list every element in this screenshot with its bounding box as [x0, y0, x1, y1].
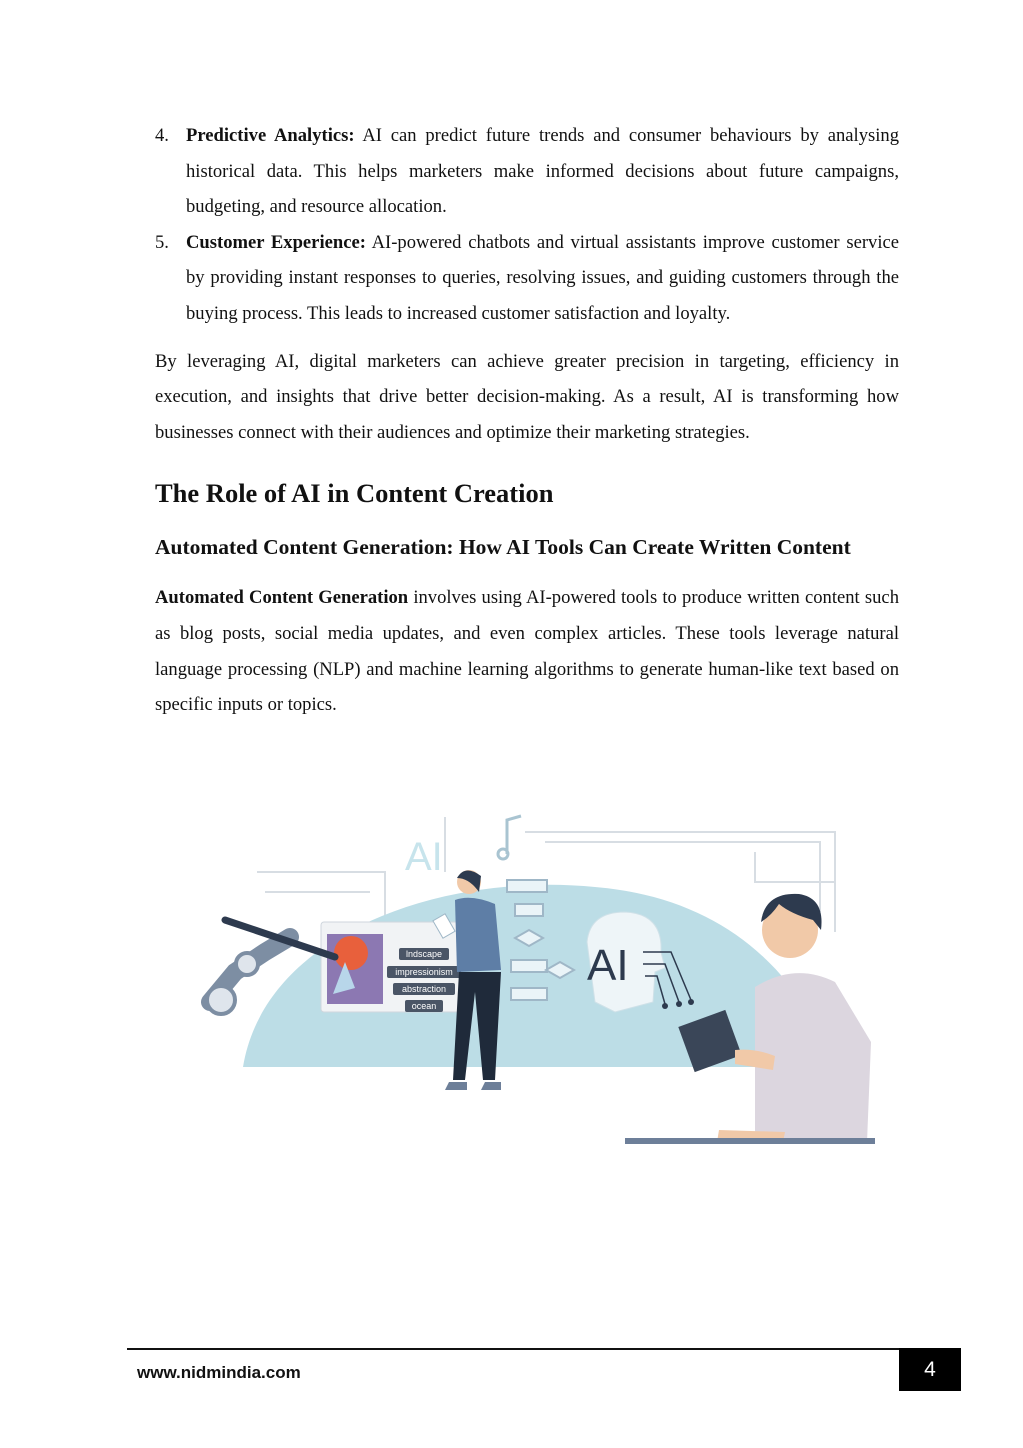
music-note-head [498, 849, 508, 859]
list-item [155, 225, 899, 332]
ai-label-head: AI [587, 941, 629, 990]
artwork-sun [334, 936, 368, 970]
ai-content-illustration [195, 812, 875, 1147]
footer-website-link[interactable]: www.nidmindia.com [137, 1363, 301, 1382]
list-item-lead: Customer Experience: [186, 231, 366, 253]
list-item-text: AI can predict future trends and consumer behaviours by analysing historical data. This helps marketers make informed decisions about future campaigns, budgeting, and resource allocation. [186, 125, 899, 218]
numbered-list [155, 118, 899, 332]
list-item-number: 5. [155, 231, 169, 253]
subsection-heading: Automated Content Generation: How AI Tools Can Create Written Content [155, 535, 851, 560]
section-heading: The Role of AI in Content Creation [155, 478, 554, 509]
ai-label-left: AI [405, 835, 443, 879]
list-item-text: AI-powered chatbots and virtual assistants improve customer service by providing instant responses to queries, resolving issues, and guiding customers through the buying process. This leads to increased customer satisfaction and loyalty. [186, 231, 899, 324]
list-item [155, 118, 899, 225]
list-item-number: 4. [155, 125, 169, 146]
summary-paragraph: By leveraging AI, digital marketers can achieve greater precision in targeting, efficiency in execution, and insights that drive better decision-making. As a result, AI is transforming how businesses connect with their audiences and optimize their marketing strategies. [155, 350, 899, 443]
list-item-lead: Predictive Analytics: [186, 125, 355, 146]
page-number: 4 [899, 1348, 961, 1391]
body-paragraph [155, 580, 899, 722]
footer-divider [127, 1348, 899, 1350]
tag-label: ocean [411, 1001, 437, 1011]
music-note-icon [507, 816, 521, 854]
tag-label: abstraction [401, 984, 447, 994]
tag-label: lndscape [405, 949, 443, 959]
tag-label: impressionism [395, 967, 453, 977]
body-lead: Automated Content Generation [155, 587, 409, 609]
page-content [155, 118, 899, 723]
body-text: involves using AI-powered tools to produce written content such as blog posts, social media updates, and even complex articles. These tools leverage natural language processing (NLP) and machine learning algorithms to generate human-like text based on specific inputs or topics. [155, 587, 899, 716]
